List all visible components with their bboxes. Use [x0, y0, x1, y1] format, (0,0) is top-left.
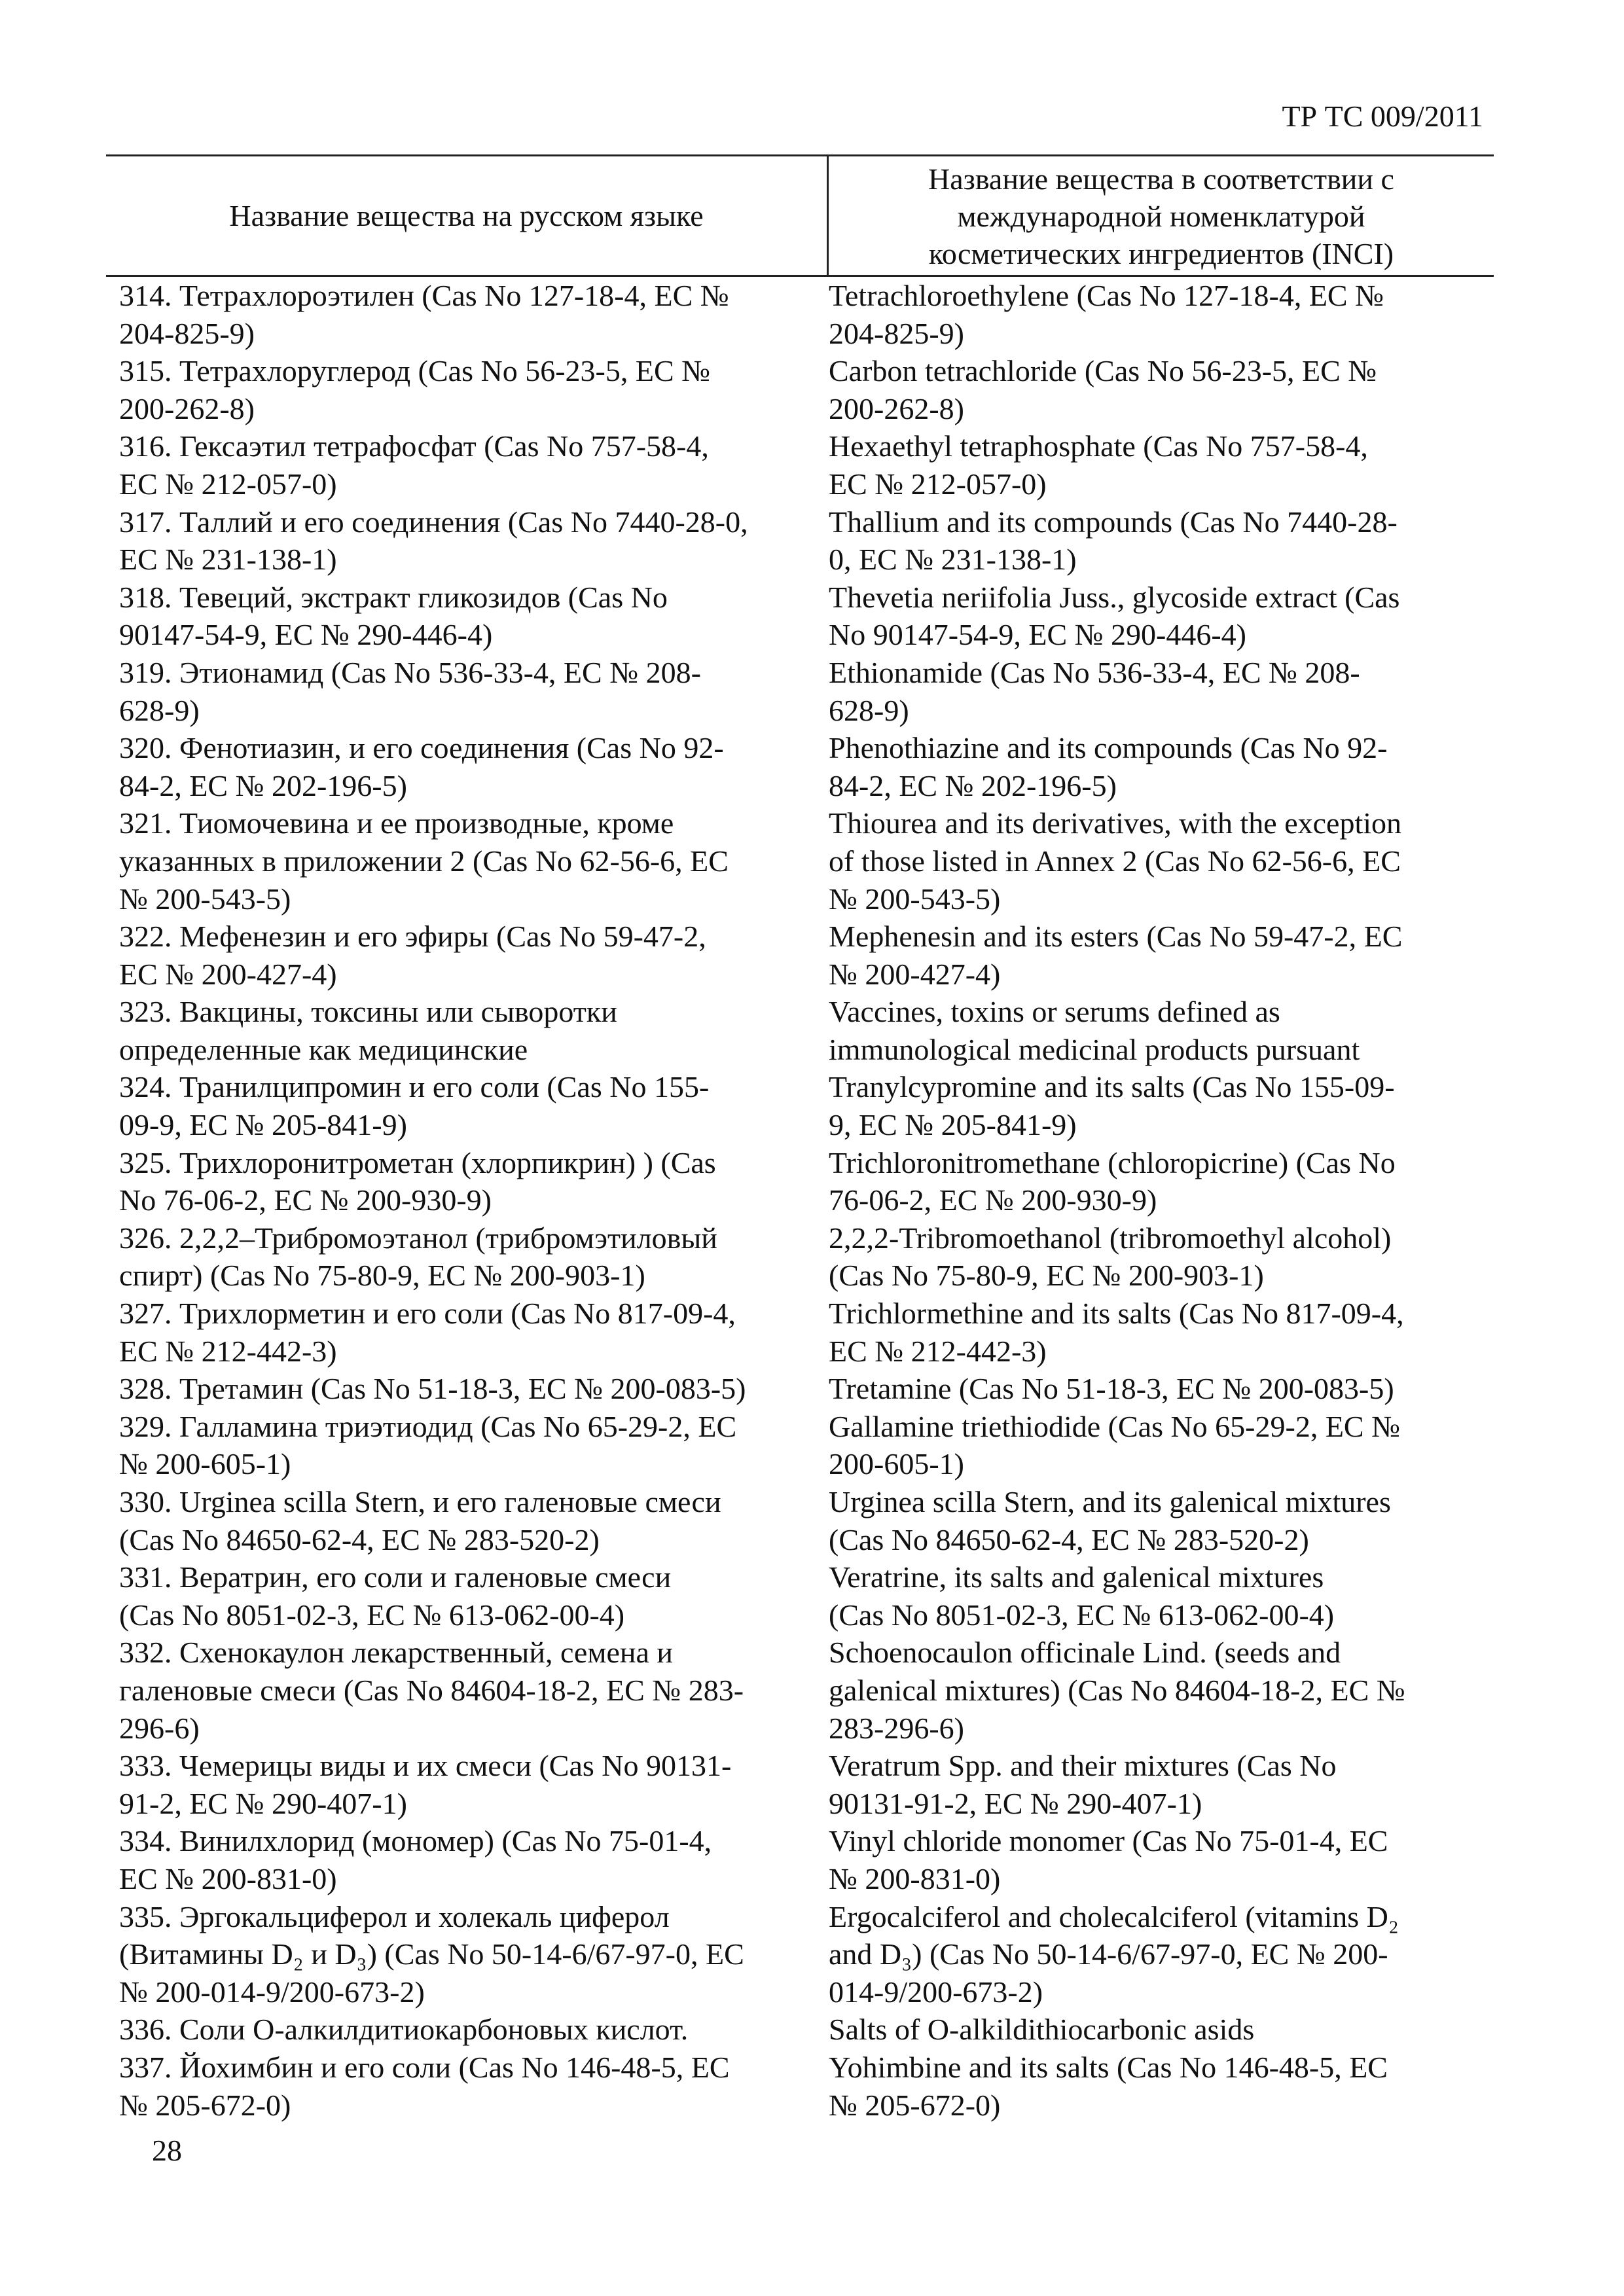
table-row: [106, 918, 1494, 993]
inci-name-cell: Gallamine triethiodide (Cas No 65-29-2, EC № 200-605-1): [829, 1409, 1400, 1481]
document-code: ТР ТС 009/2011: [1282, 99, 1483, 133]
table-row: [106, 2049, 1494, 2124]
russian-name-cell: 327. Трихлорметин и его соли (Cas No 817-09-4, EC № 212-442-3): [119, 1297, 736, 1368]
column-header-inci: [829, 156, 1494, 275]
column-header-russian-label: Название вещества на русском языке: [229, 199, 704, 232]
inci-name-cell: Ethionamide (Cas No 536-33-4, EC № 208- 628-9): [829, 655, 1360, 727]
russian-name-cell: 319. Этионамид (Cas No 536-33-4, EC № 208- 628-9): [119, 655, 701, 727]
table-row: [106, 277, 1494, 352]
russian-name-cell: 329. Галламина триэтиодид (Cas No 65-29-2, EC № 200-605-1): [119, 1409, 737, 1481]
table-row: [106, 579, 1494, 654]
russian-name-cell: 331. Вератрин, его соли и галеновые смеси (Cas No 8051-02-3, EC № 613-062-00-4): [119, 1560, 672, 1632]
inci-name-cell: Vaccines, toxins or serums defined as immunological medicinal products pursuant: [829, 995, 1360, 1066]
table-row: [106, 1295, 1494, 1370]
table-row: [106, 352, 1494, 427]
russian-name-cell: 318. Тевеций, экстракт гликозидов (Cas No 90147-54-9, EC № 290-446-4): [119, 580, 668, 652]
russian-name-cell: 320. Фенотиазин, и его соединения (Cas No 92- 84-2, EC № 202-196-5): [119, 731, 724, 802]
russian-name-cell: 336. Соли О-алкилдитиокарбоновых кислот.: [119, 2013, 689, 2047]
table-row: [106, 1370, 1494, 1408]
inci-name-cell: Salts of O-alkildithiocarbonic asids: [829, 2013, 1255, 2047]
russian-name-cell: 322. Мефенезин и его эфиры (Cas No 59-47-2, EC № 200-427-4): [119, 920, 706, 991]
table-row: [106, 1898, 1494, 2011]
inci-name-cell: Mephenesin and its esters (Cas No 59-47-2, EC № 200-427-4): [829, 920, 1403, 991]
table-row: [106, 1483, 1494, 1558]
russian-name-cell: 332. Схенокаулон лекарственный, семена и галеновые смеси (Cas No 84604-18-2, EC № 283- 296-6): [119, 1636, 744, 1745]
inci-name-cell: Veratrine, its salts and galenical mixtures (Cas No 8051-02-3, EC № 613-062-00-4): [829, 1560, 1335, 1632]
russian-name-cell: 328. Третамин (Cas No 51-18-3, EC № 200-083-5): [119, 1372, 746, 1406]
table-header: [106, 156, 1494, 277]
russian-name-cell: 337. Йохимбин и его соли (Cas No 146-48-5, EC № 205-672-0): [119, 2050, 730, 2122]
russian-name-cell: 333. Чемерицы виды и их смеси (Cas No 90131- 91-2, EC № 290-407-1): [119, 1749, 732, 1820]
russian-name-cell: 321. Тиомочевина и ее производные, кроме указанных в приложении 2 (Cas No 62-56-6, EC № 200-543-5): [119, 806, 729, 916]
russian-name-cell: 315. Тетрахлоруглерод (Cas No 56-23-5, EC № 200-262-8): [119, 354, 711, 425]
inci-name-cell: Tetrachloroethylene (Cas No 127-18-4, EC № 204-825-9): [829, 279, 1384, 350]
russian-name-cell: 314. Тетрахлороэтилен (Cas No 127-18-4, EC № 204-825-9): [119, 279, 729, 350]
table-row: [106, 1822, 1494, 1897]
table-body: [106, 277, 1494, 2124]
table-row: [106, 1068, 1494, 1143]
table-row: [106, 993, 1494, 1068]
russian-name-cell: 324. Транилципромин и его соли (Cas No 155- 09-9, EC № 205-841-9): [119, 1070, 710, 1142]
table-row: [106, 2011, 1494, 2049]
inci-name-cell: Phenothiazine and its compounds (Cas No 92- 84-2, EC № 202-196-5): [829, 731, 1388, 802]
inci-name-cell: Hexaethyl tetraphosphate (Cas No 757-58-4, EC № 212-057-0): [829, 429, 1368, 501]
russian-name-cell: 330. Urginea scilla Stern, и его галеновые смеси (Cas No 84650-62-4, EC № 283-520-2): [119, 1485, 721, 1556]
russian-name-cell: 334. Винилхлорид (мономер) (Cas No 75-01-4, EC № 200-831-0): [119, 1824, 712, 1895]
table-row: [106, 804, 1494, 918]
russian-name-cell: 316. Гексаэтил тетрафосфат (Cas No 757-58-4, EC № 212-057-0): [119, 429, 709, 501]
inci-name-cell: Urginea scilla Stern, and its galenical mixtures (Cas No 84650-62-4, EC № 283-520-2): [829, 1485, 1391, 1556]
inci-name-cell: Ergocalciferol and cholecalciferol (vitamins D₂ and D₃) (Cas No 50-14-6/67-97-0, EC № 200- 014-9/200-673-2): [829, 1899, 1399, 2009]
russian-name-cell: 325. Трихлоронитрометан (хлорпикрин) ) (Cas No 76-06-2, EC № 200-930-9): [119, 1145, 716, 1217]
table-row: [106, 1144, 1494, 1219]
column-header-inci-label: Название вещества в соответствии с международной номенклатурой косметических ингредиентов (INCI): [928, 162, 1394, 270]
page-number: 28: [152, 2134, 182, 2167]
table-row: [106, 427, 1494, 503]
inci-name-cell: Yohimbine and its salts (Cas No 146-48-5, EC № 205-672-0): [829, 2050, 1388, 2122]
russian-name-cell: 323. Вакцины, токсины или сыворотки определенные как медицинские: [119, 995, 617, 1066]
inci-name-cell: Trichloronitromethane (chloropicrine) (Cas No 76-06-2, EC № 200-930-9): [829, 1145, 1396, 1217]
table-row: [106, 503, 1494, 579]
inci-name-cell: Schoenocaulon officinale Lind. (seeds and galenical mixtures) (Cas No 84604-18-2, EC № 283-296-6): [829, 1636, 1405, 1745]
russian-name-cell: 326. 2,2,2–Трибромоэтанол (трибромэтиловый спирт) (Cas No 75-80-9, EC № 200-903-1): [119, 1221, 717, 1293]
substances-table: [106, 154, 1494, 2124]
table-row: [106, 1558, 1494, 1634]
russian-name-cell: 335. Эргокальциферол и холекаль циферол (Витамины D₂ и D₃) (Cas No 50-14-6/67-97-0, EC № 200-014-9/200-673-2): [119, 1899, 744, 2009]
inci-name-cell: Thevetia neriifolia Juss., glycoside extract (Cas No 90147-54-9, EC № 290-446-4): [829, 580, 1400, 652]
table-row: [106, 654, 1494, 729]
inci-name-cell: Tretamine (Cas No 51-18-3, EC № 200-083-5): [829, 1372, 1394, 1406]
inci-name-cell: Trichlormethine and its salts (Cas No 817-09-4, EC № 212-442-3): [829, 1297, 1404, 1368]
table-row: [106, 1219, 1494, 1295]
inci-name-cell: Thallium and its compounds (Cas No 7440-28- 0, EC № 231-138-1): [829, 505, 1398, 577]
inci-name-cell: Tranylcypromine and its salts (Cas No 155-09- 9, EC № 205-841-9): [829, 1070, 1395, 1142]
inci-name-cell: Vinyl chloride monomer (Cas No 75-01-4, EC № 200-831-0): [829, 1824, 1388, 1895]
russian-name-cell: 317. Таллий и его соединения (Cas No 7440-28-0, EC № 231-138-1): [119, 505, 748, 577]
table-row: [106, 1634, 1494, 1747]
inci-name-cell: 2,2,2-Tribromoethanol (tribromoethyl alcohol) (Cas No 75-80-9, EC № 200-903-1): [829, 1221, 1392, 1293]
inci-name-cell: Thiourea and its derivatives, with the exception of those listed in Annex 2 (Cas No 62-56-6, EC № 200-543-5): [829, 806, 1402, 916]
inci-name-cell: Veratrum Spp. and their mixtures (Cas No 90131-91-2, EC № 290-407-1): [829, 1749, 1337, 1820]
inci-name-cell: Carbon tetrachloride (Cas No 56-23-5, EC № 200-262-8): [829, 354, 1377, 425]
table-row: [106, 1747, 1494, 1822]
column-header-russian: [106, 156, 829, 275]
table-row: [106, 729, 1494, 804]
table-row: [106, 1408, 1494, 1483]
